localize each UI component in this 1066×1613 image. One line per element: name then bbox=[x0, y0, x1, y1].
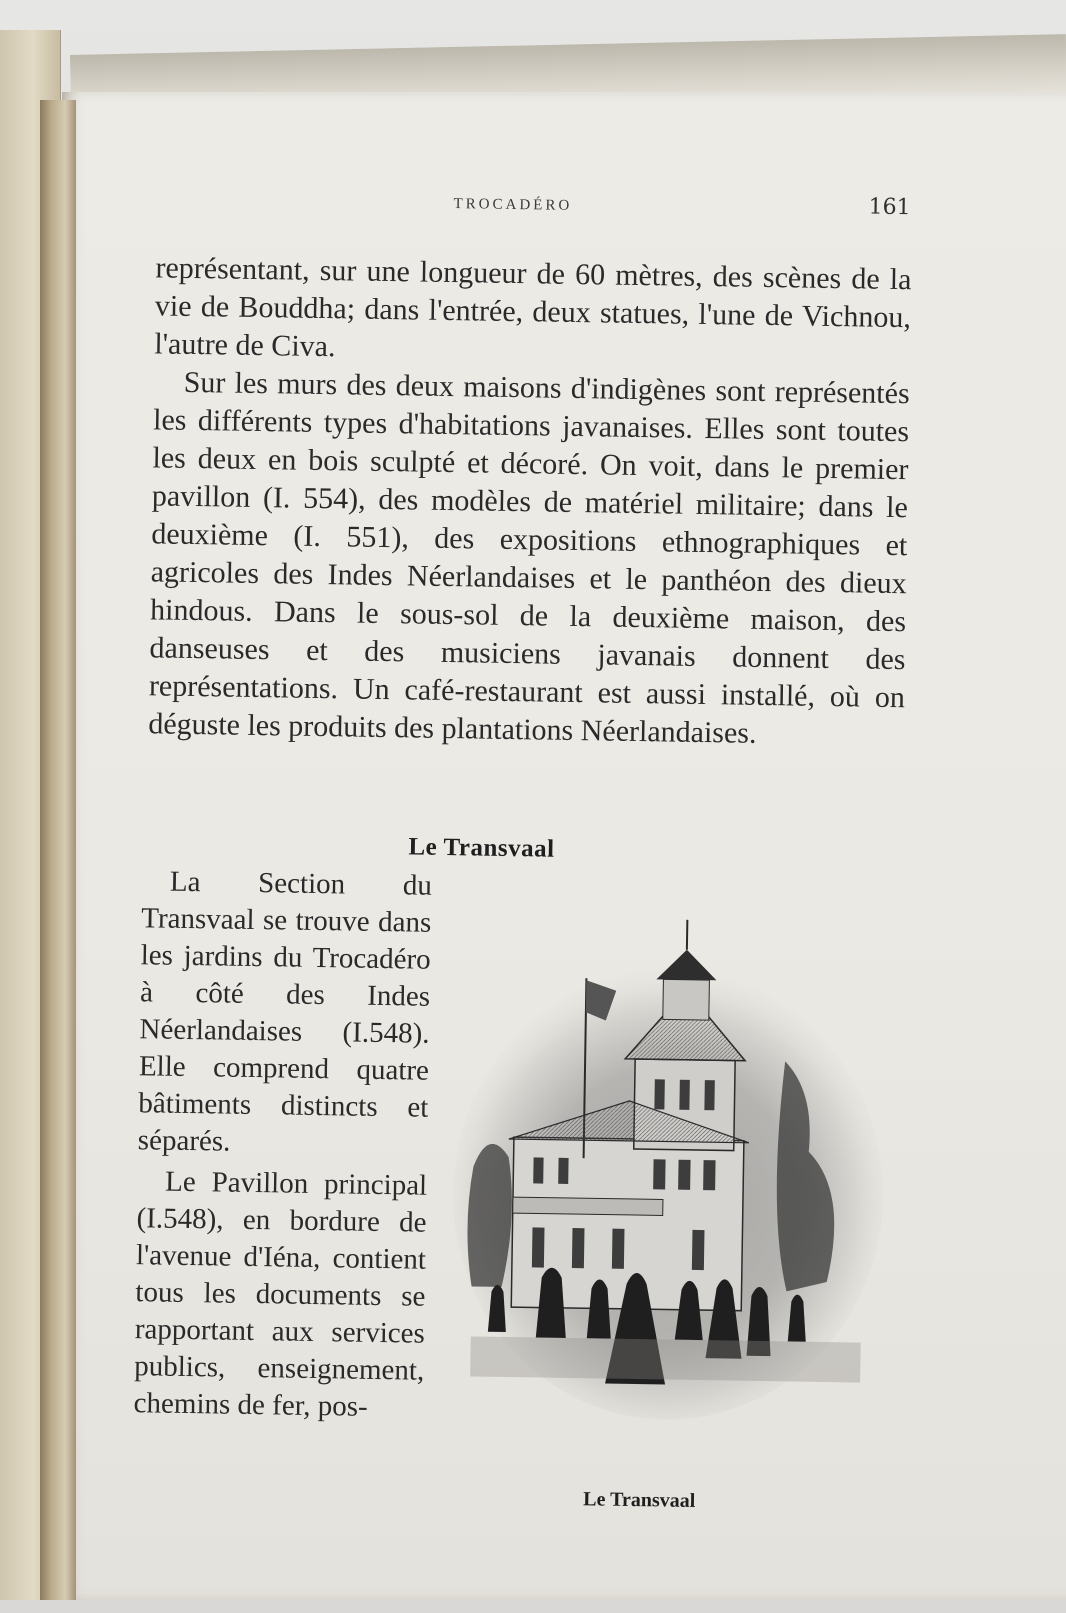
pavilion-engraving bbox=[449, 906, 897, 1433]
column-paragraph: Le Pavillon principal (I.548), en bordure de l'avenue d'Iéna, contient tous les documents se rapportant aux services publics, enseignement, chemins de fer, pos- bbox=[133, 1163, 427, 1427]
paragraph: représentant, sur une longueur de 60 mètres, des scènes de la vie de Bouddha; dans l'entrée, deux statues, l'une de Vichnou, l'autre de Civa. bbox=[154, 249, 912, 375]
section-title: Le Transvaal bbox=[408, 833, 554, 863]
page-content bbox=[47, 110, 930, 1613]
figure-caption: Le Transvaal bbox=[583, 1488, 695, 1513]
page-number: 161 bbox=[868, 195, 910, 221]
paragraph: Sur les murs des deux maisons d'indigènes sont représentés les différents types d'habitations javanaises. Elles sont toutes les deux en bois sculpté et décoré. On voit, dans le premier pavillon (I. 554), des modèles de matériel militaire; dans le deuxième (I. 551), des expositions ethnographiques et agricoles des Indes Néerlandaises et le panthéon des dieux hindous. Dans le sous-sol de la deuxième maison, des danseuses et des musiciens javanais donnent des représentations. Un café-restaurant est aussi installé, où on déguste les produits des plantations Néerlandaises. bbox=[148, 363, 910, 755]
column-paragraph: La Section du Transvaal se trouve dans les jardins du Trocadéro à côté des Indes Néerlandaises (I.548). Elle comprend quatre bâtiments distincts et séparés. bbox=[138, 863, 433, 1164]
figure-illustration bbox=[449, 906, 897, 1433]
running-head: TROCADÉRO bbox=[453, 196, 572, 215]
